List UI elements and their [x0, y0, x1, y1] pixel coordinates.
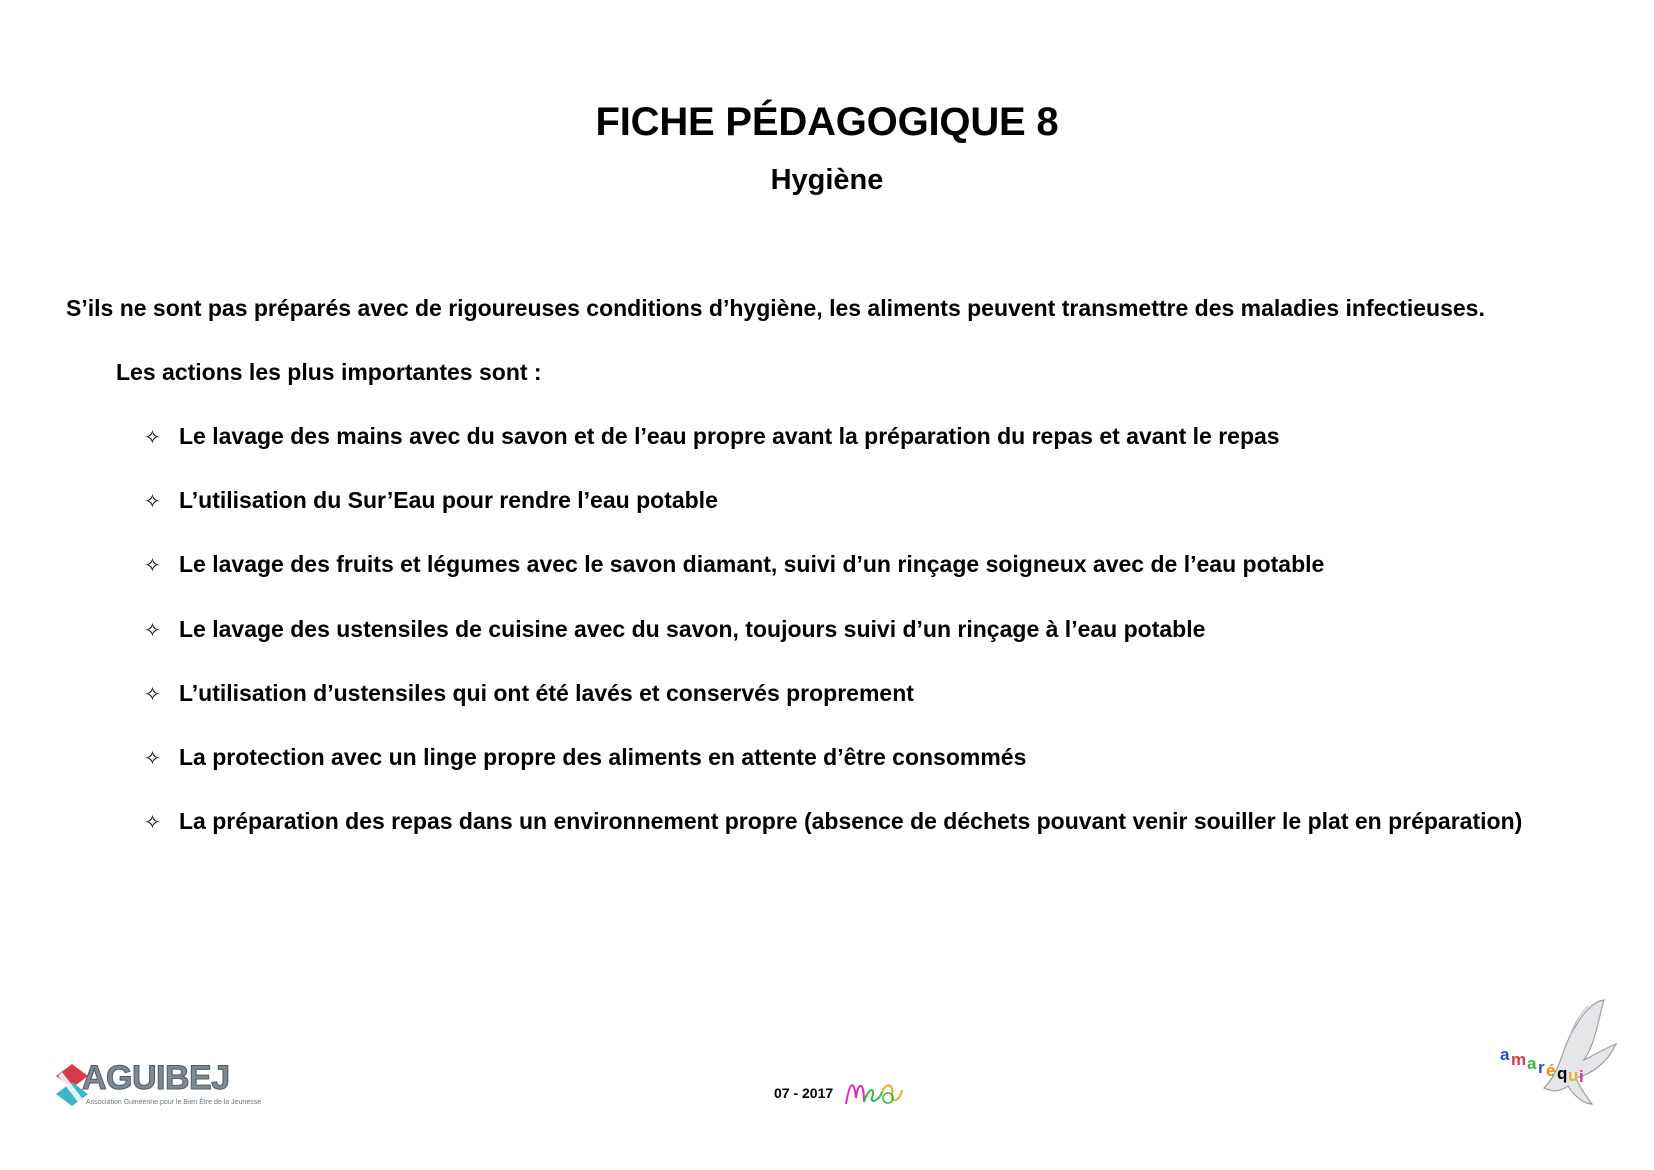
page-title: FICHE PÉDAGOGIQUE 8: [595, 100, 1059, 144]
list-item: [144, 486, 1522, 550]
svg-text:i: i: [1579, 1067, 1584, 1086]
actions-list: [144, 422, 1522, 871]
list-item-text: Le lavage des mains avec du savon et de l’eau propre avant la préparation du repas et avant le repas: [179, 423, 1280, 449]
list-item-text: Le lavage des ustensiles de cuisine avec du savon, toujours suivi d’un rinçage à l’eau potable: [179, 615, 1206, 642]
aguibej-tagline: Association Guinéenne pour le Bien Être de la Jeunesse: [86, 1099, 262, 1106]
svg-text:q: q: [1557, 1064, 1568, 1083]
footer-date: 07 - 2017: [774, 1085, 834, 1101]
svg-text:a: a: [1527, 1054, 1537, 1073]
star-bullet-icon: ✧: [144, 489, 161, 514]
list-item: [144, 743, 1522, 807]
aguibej-logo: [52, 1059, 262, 1114]
signature-icon: [842, 1074, 906, 1110]
list-item: [144, 615, 1522, 679]
svg-text:m: m: [1511, 1050, 1527, 1069]
list-item-text: L’utilisation du Sur’Eau pour rendre l’eau potable: [179, 487, 718, 514]
star-bullet-icon: ✧: [144, 425, 161, 449]
amarequi-wordmark-art: [1500, 1036, 1620, 1096]
star-bullet-icon: ✧: [144, 810, 161, 835]
amarequi-logo: [1500, 996, 1620, 1112]
actions-lead: Les actions les plus importantes sont :: [116, 359, 542, 385]
star-bullet-icon: ✧: [144, 553, 161, 578]
list-item-text: L’utilisation d’ustensiles qui ont été lavés et conservés proprement: [179, 679, 914, 706]
list-item: [144, 679, 1522, 743]
list-item-text: La préparation des repas dans un environnement propre (absence de déchets pouvant venir souiller le plat en préparation): [179, 808, 1523, 835]
list-item: [144, 422, 1522, 486]
page-subtitle: Hygiène: [770, 164, 884, 196]
list-item-text: Le lavage des fruits et légumes avec le savon diamant, suivi d’un rinçage soigneux avec de l’eau potable: [179, 551, 1325, 578]
svg-text:a: a: [1500, 1045, 1510, 1064]
star-bullet-icon: ✧: [144, 745, 161, 770]
list-item: [144, 550, 1522, 614]
aguibej-wordmark: AGUIBEJ: [82, 1059, 230, 1097]
intro-paragraph: S’ils ne sont pas préparés avec de rigoureuses conditions d’hygiène, les aliments peuvent transmettre des maladies infectieuses.: [66, 295, 1485, 321]
list-item: [144, 807, 1522, 871]
star-bullet-icon: ✧: [144, 681, 161, 706]
svg-text:r: r: [1538, 1058, 1545, 1077]
svg-text:u: u: [1568, 1066, 1579, 1085]
star-bullet-icon: ✧: [144, 617, 161, 642]
list-item-text: La protection avec un linge propre des aliments en attente d’être consommés: [179, 743, 1027, 770]
svg-text:é: é: [1546, 1061, 1556, 1080]
